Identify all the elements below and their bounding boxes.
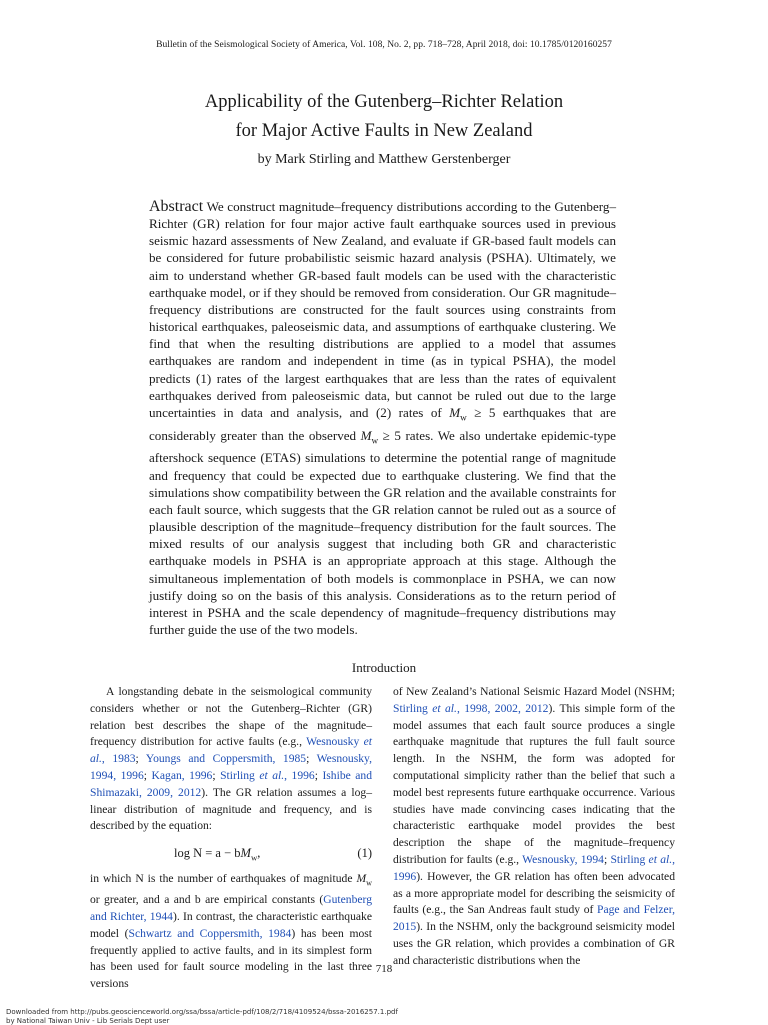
text: ; [306, 752, 317, 766]
intro-paragraph-1 [90, 684, 372, 835]
abstract [149, 198, 616, 638]
abstract-mw-1: $M_w \ge 5$ [449, 404, 496, 423]
paper-title [0, 88, 768, 146]
citation-link[interactable]: Wesnousky, 1994 [522, 852, 604, 866]
text: of New Zealand’s National Seismic Hazard Model (NSHM; [393, 685, 675, 698]
citation-link[interactable]: Stirling et al., 1998, 2002, 2012 [393, 701, 549, 715]
equation-number: (1) [357, 846, 372, 861]
citation-link[interactable]: Wesnousky, 1994, 1996 [90, 752, 372, 782]
citation-link[interactable]: Schwartz and Coppersmith, 1984 [128, 926, 292, 940]
abstract-text-2: earthquakes that are considerably greater than the observed [149, 404, 617, 443]
text: ) has been most frequently applied to active faults, and in its simplest form has been used for fault source modeling in the last three versions [90, 926, 372, 991]
journal-header: Bulletin of the Seismological Society of America, Vol. 108, No. 2, pp. 718–728, April 2018, doi: 10.1785/0120160257 [156, 40, 612, 50]
citation-link[interactable]: Gutenberg and Richter, 1944 [90, 893, 372, 924]
text: ; [143, 768, 152, 782]
text: ; [135, 752, 146, 766]
paper-title-line-2: for Major Active Faults in New Zealand [235, 121, 533, 141]
intro-paragraph-3 [393, 684, 675, 970]
intro-left-column [90, 684, 372, 993]
citation-link[interactable]: Page and Felzer, 2015 [393, 903, 675, 934]
abstract-heading: Abstract [149, 198, 204, 215]
authors: by Mark Stirling and Matthew Gerstenberger [257, 152, 511, 167]
equation-1 [90, 835, 372, 871]
download-footer-line-2: by National Taiwan Univ - Lib Serials Dept user [6, 1017, 170, 1025]
text: ; [212, 768, 221, 782]
equation-body: $\log N = a - bM_w$, [174, 846, 261, 863]
intro-right-column [393, 684, 675, 970]
abstract-mw-2: $M_w \ge 5$ [360, 427, 401, 446]
page-number: 718 [375, 963, 393, 975]
abstract-text-1: We construct magnitude–frequency distributions according to the Gutenberg–Richter (GR) relation for four major active fault earthquake sources used in previous seismic hazard assessments of New Zealand, and evaluate if GR-based fault models can be considered for future probabilistic seismic hazard analysis (PSHA). Ultimately, we aim to understand whether GR-based fault models can be used with the characteristic earthquake model, or if they should be removed from consideration. Our GR magnitude–frequency distributions are constructed for the fault sources using constraints from historical earthquakes, paleoseismic data, and assumptions of earthquake clustering. We find that when the resulting distributions are applied to a model that assumes earthquakes are random and independent in time (as in typical PSHA), the model predicts (1) rates of the largest earthquakes that are less than the rates of equivalent earthquakes derived from paleoseismic data, but cannot be ruled out due to the large uncertainties in data and analysis, and (2) rates of [149, 199, 616, 420]
text: ; [603, 852, 611, 866]
citation-link[interactable]: Youngs and Coppersmith, 1985 [145, 752, 307, 766]
text: A longstanding debate in the seismological community considers whether or not the Gutenberg–Richter (GR) relation best describes the shape of the magnitude–frequency distribution for active faults (e.g., [90, 685, 372, 749]
citation-link[interactable]: Stirling et al., 1996 [220, 768, 315, 782]
text: in which N is the number of earthquakes of magnitude $M_w$ or greater, and a and b are empirical constants ( [90, 872, 372, 907]
text: ). The GR relation assumes a log–linear distribution of magnitude and frequency, and is described by the equation: [90, 785, 372, 833]
abstract-text-3: rates. We also undertake epidemic-type aftershock sequence (ETAS) simulations to determine the potential range of magnitude and frequency that could be expected due to earthquake clustering. We find that the simulations show compatibility between the GR relation and the available constraints for each fault source, which suggests that the GR relation cannot be ruled out as a source of plausible description of the magnitude–frequency distribution for the fault sources. The mixed results of our analysis suggest that including both GR and characteristic earthquake models in PSHA is an appropriate approach at this stage. Although the simultaneous implementation of both models is commonplace in PSHA, we can now justify doing so on the basis of this analysis. Considerations as to the return period of interest in PSHA and the scale dependency of magnitude–frequency distributions may further guide the use of the two models. [149, 427, 616, 637]
text: ). In the NSHM, only the background seismicity model uses the GR relation, which provides a combination of GR and characteristic distributions when the [393, 920, 675, 967]
download-footer-line-1[interactable]: Downloaded from http://pubs.geoscienceworld.org/ssa/bssa/article-pdf/108/2/718/4109524/bssa-2016257.1.pdf [6, 1008, 398, 1016]
citation-link[interactable]: Kagan, 1996 [151, 768, 213, 782]
citation-link[interactable]: Wesnousky et al., 1983 [90, 735, 372, 766]
text: ). This simple form of the model assumes that each fault source produces a single earthquake magnitude that ruptures the full fault source length. In the NSHM, the form was adopted for computational simplicity rather than the belief that such a model best represents future earthquake occurrence. Various studies have made convincing cases indicating that the characteristic earthquake model provides the best description the shape of the magnitude–frequency distribution for faults (e.g., [393, 701, 676, 866]
text: ). In contrast, the characteristic earthquake model ( [90, 910, 372, 940]
text: ; [314, 768, 323, 782]
paper-title-line-1: Applicability of the Gutenberg–Richter Relation [204, 92, 564, 112]
citation-link[interactable]: Ishibe and Shimazaki, 2009, 2012 [90, 768, 373, 799]
citation-link[interactable]: Stirling et al., 1996 [393, 852, 676, 883]
text: ). However, the GR relation has often been advocated as a more appropriate model for describing the seismicity of faults (e.g., the San Andreas fault study of [393, 869, 675, 917]
introduction-heading: Introduction [351, 660, 417, 675]
